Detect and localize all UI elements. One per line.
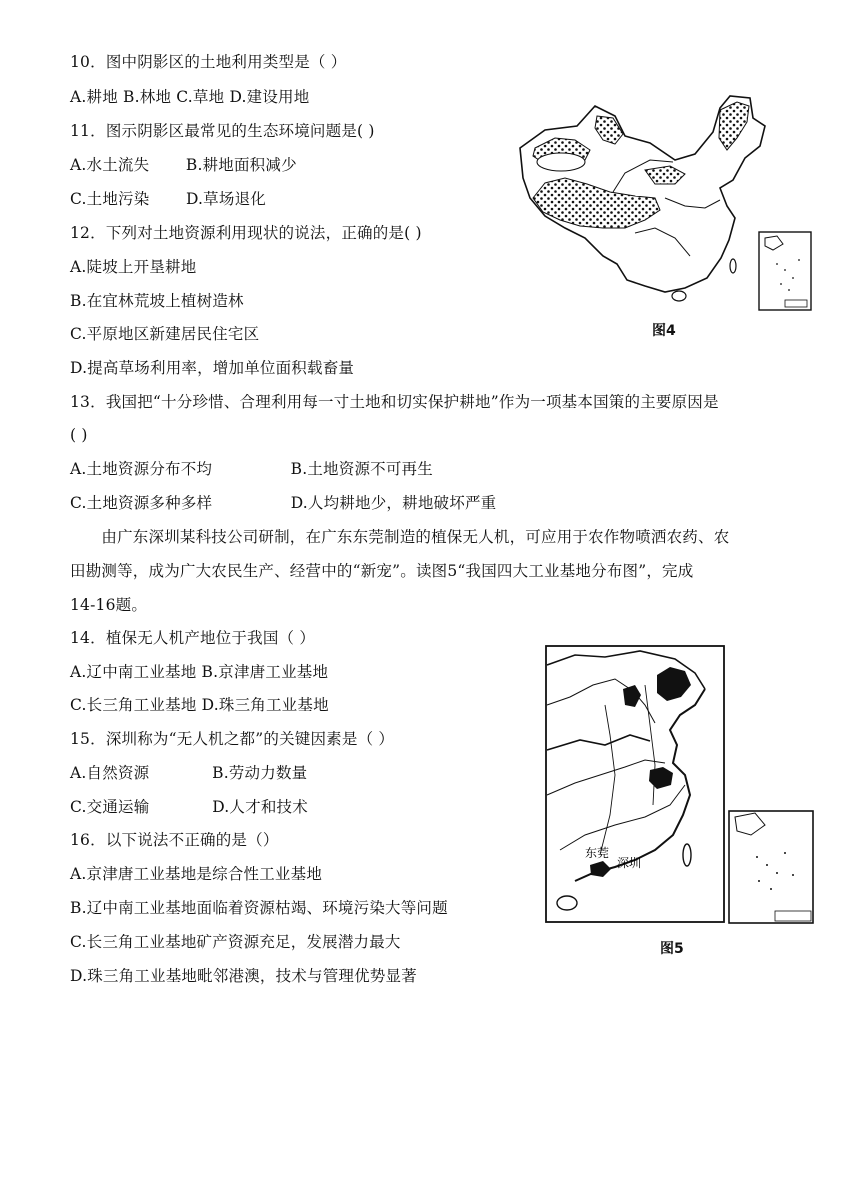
q10-stem: 10．图中阴影区的土地利用类型是（ ） bbox=[70, 53, 347, 71]
q16-option-b: B.辽中南工业基地面临着资源枯竭、环境污染大等问题 bbox=[70, 899, 448, 917]
south-china-sea-inset bbox=[759, 232, 811, 310]
q15-options-cd: C.交通运输 D.人才和技术 bbox=[70, 798, 308, 816]
q11-stem: 11．图示阴影区最常见的生态环境问题是( ) bbox=[70, 122, 375, 140]
city-label-dongguan: 东莞 bbox=[585, 846, 610, 860]
q11-options-cd: C.土地污染 D.草场退化 bbox=[70, 190, 266, 208]
q11-options-ab: A.水土流失 B.耕地面积减少 bbox=[70, 156, 297, 174]
q14-options-ab: A.辽中南工业基地 B.京津唐工业基地 bbox=[70, 663, 329, 681]
q16-option-d: D.珠三角工业基地毗邻港澳，技术与管理优势显著 bbox=[70, 967, 417, 985]
taiwan-island bbox=[730, 259, 736, 273]
q12-stem: 12．下列对土地资源利用现状的说法，正确的是( ) bbox=[70, 224, 422, 242]
q12-option-d: D.提高草场利用率，增加单位面积载畜量 bbox=[70, 359, 355, 377]
q14-stem: 14．植保无人机产地位于我国（ ） bbox=[70, 629, 316, 647]
q10-options: A.耕地 B.林地 C.草地 D.建设用地 bbox=[70, 88, 310, 106]
q14-options-cd: C.长三角工业基地 D.珠三角工业基地 bbox=[70, 696, 329, 714]
hainan-island bbox=[672, 291, 686, 301]
q12-option-b: B.在宜林荒坡上植树造林 bbox=[70, 292, 244, 310]
q15-options-ab: A.自然资源 B.劳动力数量 bbox=[70, 764, 308, 782]
q16-stem: 16．以下说法不正确的是（） bbox=[70, 831, 279, 849]
q13-options-cd: C.土地资源多种多样 D.人均耕地少，耕地破坏严重 bbox=[70, 494, 497, 512]
q16-option-a: A.京津唐工业基地是综合性工业基地 bbox=[70, 865, 323, 883]
south-china-sea-inset-5 bbox=[729, 811, 813, 923]
q13-stem: 13．我国把“十分珍惜、合理利用每一寸土地和切实保护耕地”作为一项基本国策的主要原因是 bbox=[70, 393, 719, 411]
figure4-china-land-map bbox=[515, 88, 815, 318]
q16-option-c: C.长三角工业基地矿产资源充足，发展潜力最大 bbox=[70, 933, 401, 951]
tarim-basin bbox=[537, 153, 585, 171]
city-label-shenzhen: 深圳 bbox=[617, 856, 642, 870]
q15-stem: 15．深圳称为“无人机之都”的关键因素是（ ） bbox=[70, 730, 395, 748]
figure5-industrial-base-map bbox=[545, 645, 815, 925]
passage-line-1: 由广东深圳某科技公司研制，在广东东莞制造的植保无人机，可应用于农作物喷洒农药、农 bbox=[70, 528, 730, 546]
passage-line-3: 14-16题。 bbox=[70, 596, 148, 614]
q12-option-a: A.陡坡上开垦耕地 bbox=[70, 258, 197, 276]
figure4-label: 图4 bbox=[652, 323, 676, 339]
q13-stem-cont: ( ) bbox=[70, 426, 88, 444]
figure5-label: 图5 bbox=[660, 941, 684, 957]
passage-line-2: 田勘测等，成为广大农民生产、经营中的“新宠”。读图5“我国四大工业基地分布图”，完成 bbox=[70, 562, 694, 580]
q13-options-ab: A.土地资源分布不均 B.土地资源不可再生 bbox=[70, 460, 433, 478]
q12-option-c: C.平原地区新建居民住宅区 bbox=[70, 325, 260, 343]
